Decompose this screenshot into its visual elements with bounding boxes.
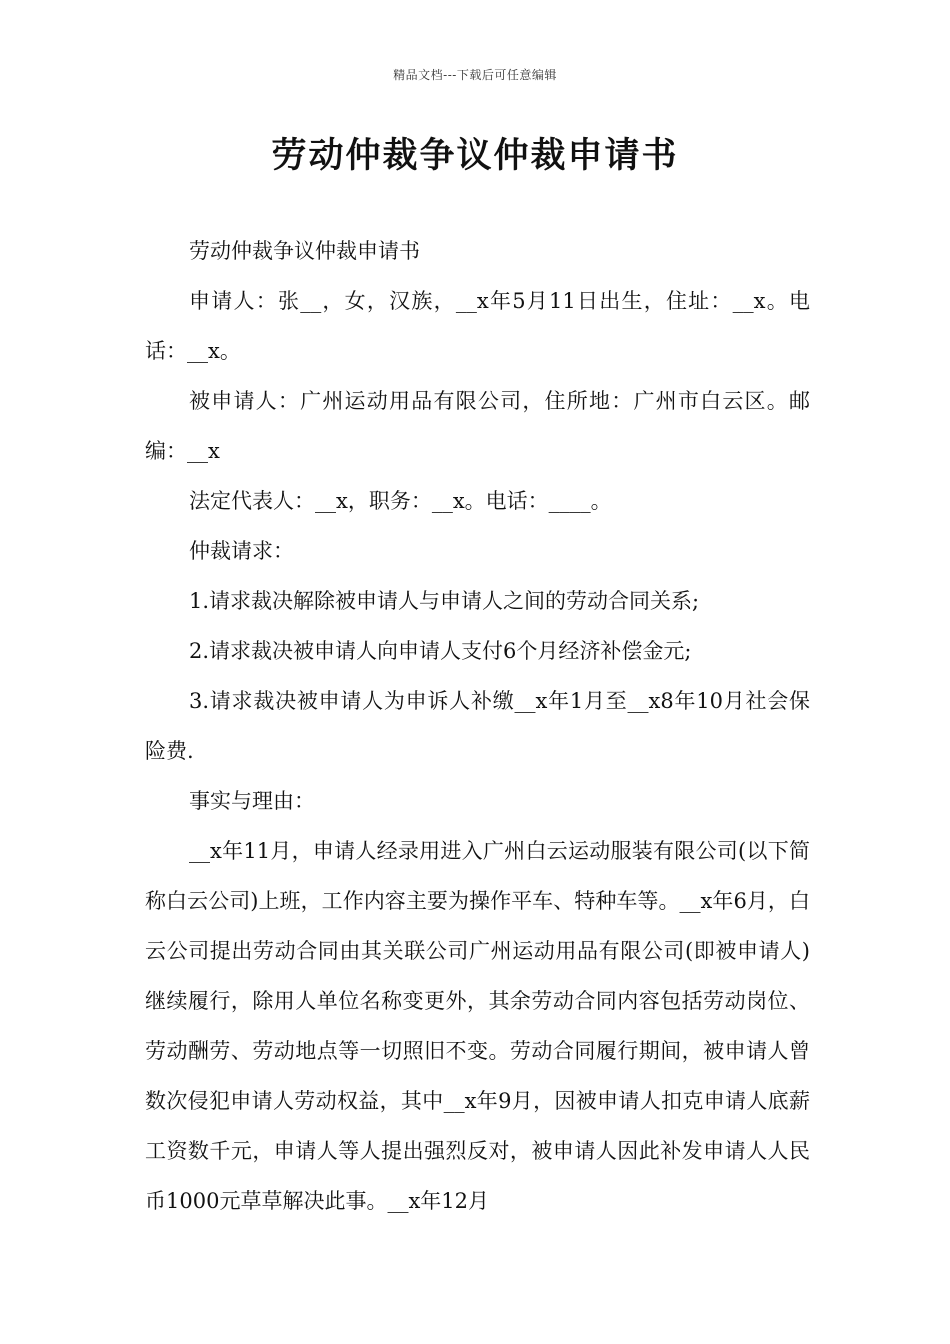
document-title: 劳动仲裁争议仲裁申请书 bbox=[271, 136, 679, 176]
paragraph-claims-heading: 仲裁请求： bbox=[189, 539, 294, 563]
document-body bbox=[145, 226, 810, 1226]
paragraph-claim-1: 1.请求裁决解除被申请人与申请人之间的劳动合同关系; bbox=[189, 589, 700, 613]
paragraph-claim-2: 2.请求裁决被申请人向申请人支付6个月经济补偿金元; bbox=[189, 639, 692, 663]
paragraph-subtitle: 劳动仲裁争议仲裁申请书 bbox=[189, 239, 420, 263]
paragraph-legal-representative: 法定代表人：__x，职务：__x。电话：____。 bbox=[189, 489, 612, 513]
paragraph-respondent: 被申请人：广州运动用品有限公司，住所地：广州市白云区。邮编：__x bbox=[145, 389, 810, 463]
paragraph-applicant: 申请人：张__，女，汉族，__x年5月11日出生，住址：__x。电话：__x。 bbox=[145, 289, 810, 363]
header-note: 精品文档---下载后可任意编辑 bbox=[393, 68, 557, 82]
paragraph-facts-body: __x年11月，申请人经录用进入广州白云运动服装有限公司(以下简称白云公司)上班，工作内容主要为操作平车、特种车等。__x年6月，白云公司提出劳动合同由其关联公司广州运动用品有限公司(即被申请人)继续履行，除用人单位名称变更外，其余劳动合同内容包括劳动岗位、劳动酬劳、劳动地点等一切照旧不变。劳动合同履行期间，被申请人曾数次侵犯申请人劳动权益，其中__x年9月，因被申请人扣克申请人底薪工资数千元，申请人等人提出强烈反对，被申请人因此补发申请人人民币1000元草草解决此事。__x年12月 bbox=[145, 839, 810, 1213]
paragraph-claim-3: 3.请求裁决被申请人为申诉人补缴__x年1月至__x8年10月社会保险费. bbox=[145, 689, 810, 763]
paragraph-facts-heading: 事实与理由： bbox=[189, 789, 315, 813]
